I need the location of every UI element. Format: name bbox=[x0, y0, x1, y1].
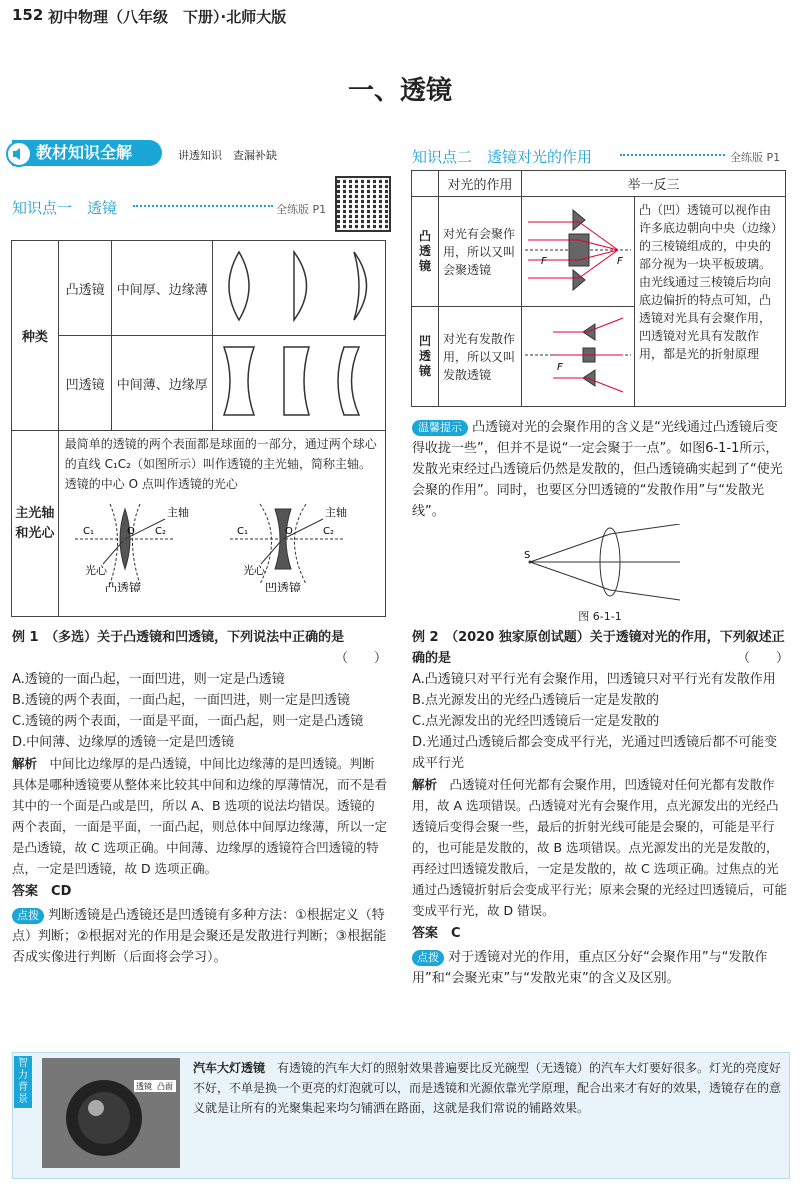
tip1-text: 凸透镜对光的会聚作用的含义是“光线通过凸透镜后变得收拢一些”，但并不是说“一定会聚于一点”。如图6-1-1所示，发散光束经过凸透镜后仍然是发散的，但凸透镜确实起到了“使光会聚的作用”。同时，也要区分凹透镜的“发散作用”与“发散光线”。 bbox=[412, 420, 783, 519]
example2-paren: （ ） bbox=[736, 651, 789, 666]
page-number: 152 bbox=[12, 6, 44, 24]
concave-desc: 中间薄、边缘厚 bbox=[112, 336, 213, 431]
example2-analysis-label: 解析 bbox=[412, 777, 438, 792]
example2-answer-label: 答案 bbox=[412, 926, 439, 941]
biconcave-lens bbox=[224, 347, 254, 415]
kp1-title: 知识点一 透镜 bbox=[12, 199, 118, 217]
axis-label-2: 和光心 bbox=[15, 525, 55, 541]
headlight-photo bbox=[42, 1058, 180, 1168]
example1-option-d: D.中间薄、边缘厚的透镜一定是凹透镜 bbox=[12, 735, 235, 750]
photo-label-2: 凸面 bbox=[157, 1082, 173, 1091]
page-title: 一、透镜 bbox=[347, 76, 452, 106]
concave-label bbox=[412, 307, 439, 407]
kp1-source: 全练版 P1 bbox=[276, 203, 327, 216]
convex-caption: 凸透镜 bbox=[104, 581, 141, 592]
example2-option-c: C.点光源发出的光经凹透镜后一定是发散的 bbox=[412, 714, 660, 729]
section-subtitle: 讲透知识 查漏补缺 bbox=[178, 149, 277, 162]
convex-desc: 中间厚、边缘薄 bbox=[112, 241, 213, 336]
example2-title: 例 2 （2020 独家原创试题）关于透镜对光的作用，下列叙述正确的是 bbox=[412, 630, 785, 666]
s-label: S bbox=[524, 550, 531, 561]
example2-option-a: A.凸透镜只对平行光有会聚作用，凹透镜只对平行光有发散作用 bbox=[412, 672, 776, 687]
concave-shapes bbox=[212, 336, 385, 431]
c1-label-concave: C₁ bbox=[236, 526, 248, 537]
concave-caption: 凹透镜 bbox=[264, 581, 301, 592]
figure-6-1-1 bbox=[510, 524, 690, 624]
example2-analysis: 凸透镜对任何光都有会聚作用，凹透镜对任何光都有发散作用，故 A 选项错误。凸透镜对光有会聚作用，点光源发出的光经凸透镜后变得会聚一些，最后的折射光线可能是会聚的，可能是平行的，也可能是发散的，故 B 选项错误。点光源发出的光是发散的，再经过凹透镜发散后，一定是发散的，故 C 选项正确。过焦点的光通过凸透镜折射后会变成平行光；原来会聚的光经过凹透镜后，可能变成平行光，故 D 错误。 bbox=[412, 777, 788, 918]
lens-explain: 凸（凹）透镜可以视作由许多底边朝向中央（边缘）的三棱镜组成的，中央的部分视为一块平板玻璃。由光线通过三棱镜后均向底边偏折的特点可知，凸透镜对光具有会聚作用，凹透镜对光具有发散作用，都是光的折射原理 bbox=[635, 197, 786, 407]
c2-label-convex: C₂ bbox=[154, 526, 166, 537]
planoconcave-lens bbox=[284, 347, 309, 415]
f-label-concave: F bbox=[557, 361, 563, 373]
o-label-concave: O bbox=[284, 526, 293, 537]
example1-analysis-block bbox=[12, 753, 387, 879]
example1-option-c: C.透镜的两个表面，一面是平面，一面凸起，则一定是凸透镜 bbox=[12, 714, 364, 729]
convex-shapes bbox=[212, 241, 385, 336]
footer-text-block bbox=[193, 1058, 783, 1118]
lens-effect-table bbox=[411, 170, 786, 407]
o-label-convex: O bbox=[126, 526, 135, 537]
convex-effect: 对光有会聚作用，所以又叫会聚透镜 bbox=[439, 197, 522, 307]
section-label-text: 教材知识全解 bbox=[36, 143, 133, 162]
meniscus-concave-lens bbox=[338, 347, 359, 415]
convex-diagram bbox=[522, 197, 635, 307]
convex-name: 凸透镜 bbox=[58, 241, 112, 336]
speaker-icon bbox=[6, 141, 32, 167]
example2 bbox=[412, 627, 789, 989]
axis-label bbox=[12, 431, 59, 617]
example2-option-d: D.光通过凸透镜后都会变成平行光，光通过凹透镜后都不可能变成平行光 bbox=[412, 735, 778, 771]
example1-option-b: B.透镜的两个表面，一面凸起，一面凹进，则一定是凹透镜 bbox=[12, 693, 351, 708]
example2-tip-label: 点拨 bbox=[412, 950, 444, 966]
example2-tip: 对于透镜对光的作用，重点区分好“会聚作用”与“发散作用”和“会聚光束”与“发散光束”的含义及区别。 bbox=[412, 950, 768, 986]
kp2-dots bbox=[620, 154, 725, 156]
col-example-header: 举一反三 bbox=[522, 171, 786, 197]
axis-figure bbox=[65, 494, 365, 592]
center-label-convex: 光心 bbox=[84, 564, 107, 577]
type-label: 种类 bbox=[12, 241, 59, 431]
c2-label-concave: C₂ bbox=[322, 526, 334, 537]
footer-text: 有透镜的汽车大灯的照射效果普遍要比反光碗型（无透镜）的汽车大灯要好很多。灯光的亮度好不好，不单是换一个更亮的灯泡就可以，而是透镜和光源依靠光学原理，配合出来才有好的效果，透镜存在的意义就是让所有的光聚集起来均匀铺洒在路面，这就是我们常说的铺路效果。 bbox=[193, 1061, 782, 1115]
example1-title: 例 1 （多选）关于凸透镜和凹透镜，下列说法中正确的是 bbox=[12, 630, 345, 645]
tip1-label: 温馨提示 bbox=[412, 420, 468, 436]
axis-text: 最简单的透镜的两个表面都是球面的一部分，通过两个球心的直线 C₁C₂（如图所示）叫作透镜的主光轴，简称主轴。透镜的中心 O 点叫作透镜的光心 bbox=[64, 437, 377, 491]
kp1-dots bbox=[133, 205, 273, 207]
example1-paren: （ ） bbox=[334, 651, 387, 666]
example1-answer: CD bbox=[51, 884, 72, 899]
col-effect-header: 对光的作用 bbox=[439, 171, 522, 197]
book-title: 初中物理（八年级 下册）·北师大版 bbox=[48, 8, 287, 26]
main-axis-label-convex: 主轴 bbox=[166, 506, 189, 519]
axis-cell bbox=[58, 431, 385, 617]
table-corner bbox=[412, 171, 439, 197]
main-axis-label-concave: 主轴 bbox=[324, 506, 347, 519]
footer-title: 汽车大灯透镜 bbox=[193, 1061, 266, 1075]
c1-label-convex: C₁ bbox=[82, 526, 94, 537]
example1-answer-label: 答案 bbox=[12, 884, 39, 899]
kp2-title: 知识点二 透镜对光的作用 bbox=[412, 148, 593, 166]
example1-option-a: A.透镜的一面凸起，一面凹进，则一定是凸透镜 bbox=[12, 672, 285, 687]
kp2-source: 全练版 P1 bbox=[730, 151, 781, 164]
concave-effect: 对光有发散作用，所以又叫发散透镜 bbox=[439, 307, 522, 407]
lens-types-table bbox=[11, 240, 386, 617]
biconvex-lens bbox=[229, 252, 249, 320]
f-label-right: F bbox=[617, 255, 623, 267]
fig611-caption: 图 6-1-1 bbox=[578, 610, 622, 623]
tip1 bbox=[412, 417, 789, 522]
section-label bbox=[12, 140, 162, 166]
qr-code[interactable] bbox=[335, 176, 391, 232]
f-label-left: F bbox=[541, 255, 547, 267]
convex-label-text: 凸透镜 bbox=[418, 229, 431, 273]
example1 bbox=[12, 627, 387, 968]
center-label-concave: 光心 bbox=[242, 564, 265, 577]
example1-tip-label: 点拨 bbox=[12, 908, 44, 924]
concave-diagram bbox=[522, 307, 635, 407]
meniscus-convex-lens bbox=[354, 252, 367, 320]
example1-tip: 判断透镜是凸透镜还是凹透镜有多种方法：①根据定义（特点）判断；②根据对光的作用是会聚还是发散进行判断；③根据能否成实像进行判断（后面将会学习）。 bbox=[12, 908, 387, 965]
example2-answer: C bbox=[451, 926, 461, 941]
footer-tag: 智力背景 bbox=[14, 1056, 32, 1108]
example2-analysis-block bbox=[412, 774, 789, 921]
planoconvex-lens bbox=[294, 252, 307, 320]
photo-label-1: 透镜 bbox=[136, 1082, 152, 1091]
example1-analysis-label: 解析 bbox=[12, 756, 38, 771]
convex-label bbox=[412, 197, 439, 307]
concave-name: 凹透镜 bbox=[58, 336, 112, 431]
concave-label-text: 凹透镜 bbox=[418, 334, 431, 378]
example2-option-b: B.点光源发出的光经凸透镜后一定是发散的 bbox=[412, 693, 660, 708]
axis-label-1: 主光轴 bbox=[15, 505, 55, 521]
example1-analysis: 中间比边缘厚的是凸透镜，中间比边缘薄的是凹透镜。判断具体是哪种透镜要从整体来比较其中间和边缘的厚薄情况，而不是看其中的一个面是凸或是凹，所以 A、B 选项的说法均错误。透镜的两个表面，一面是平面，一面凸起，则总体中间厚边缘薄，所以一定是凸透镜，故 C 选项正确。中间薄、边缘厚的透镜符合凹透镜的特点，一定是凹透镜，故 D 选项正确。 bbox=[12, 756, 388, 876]
